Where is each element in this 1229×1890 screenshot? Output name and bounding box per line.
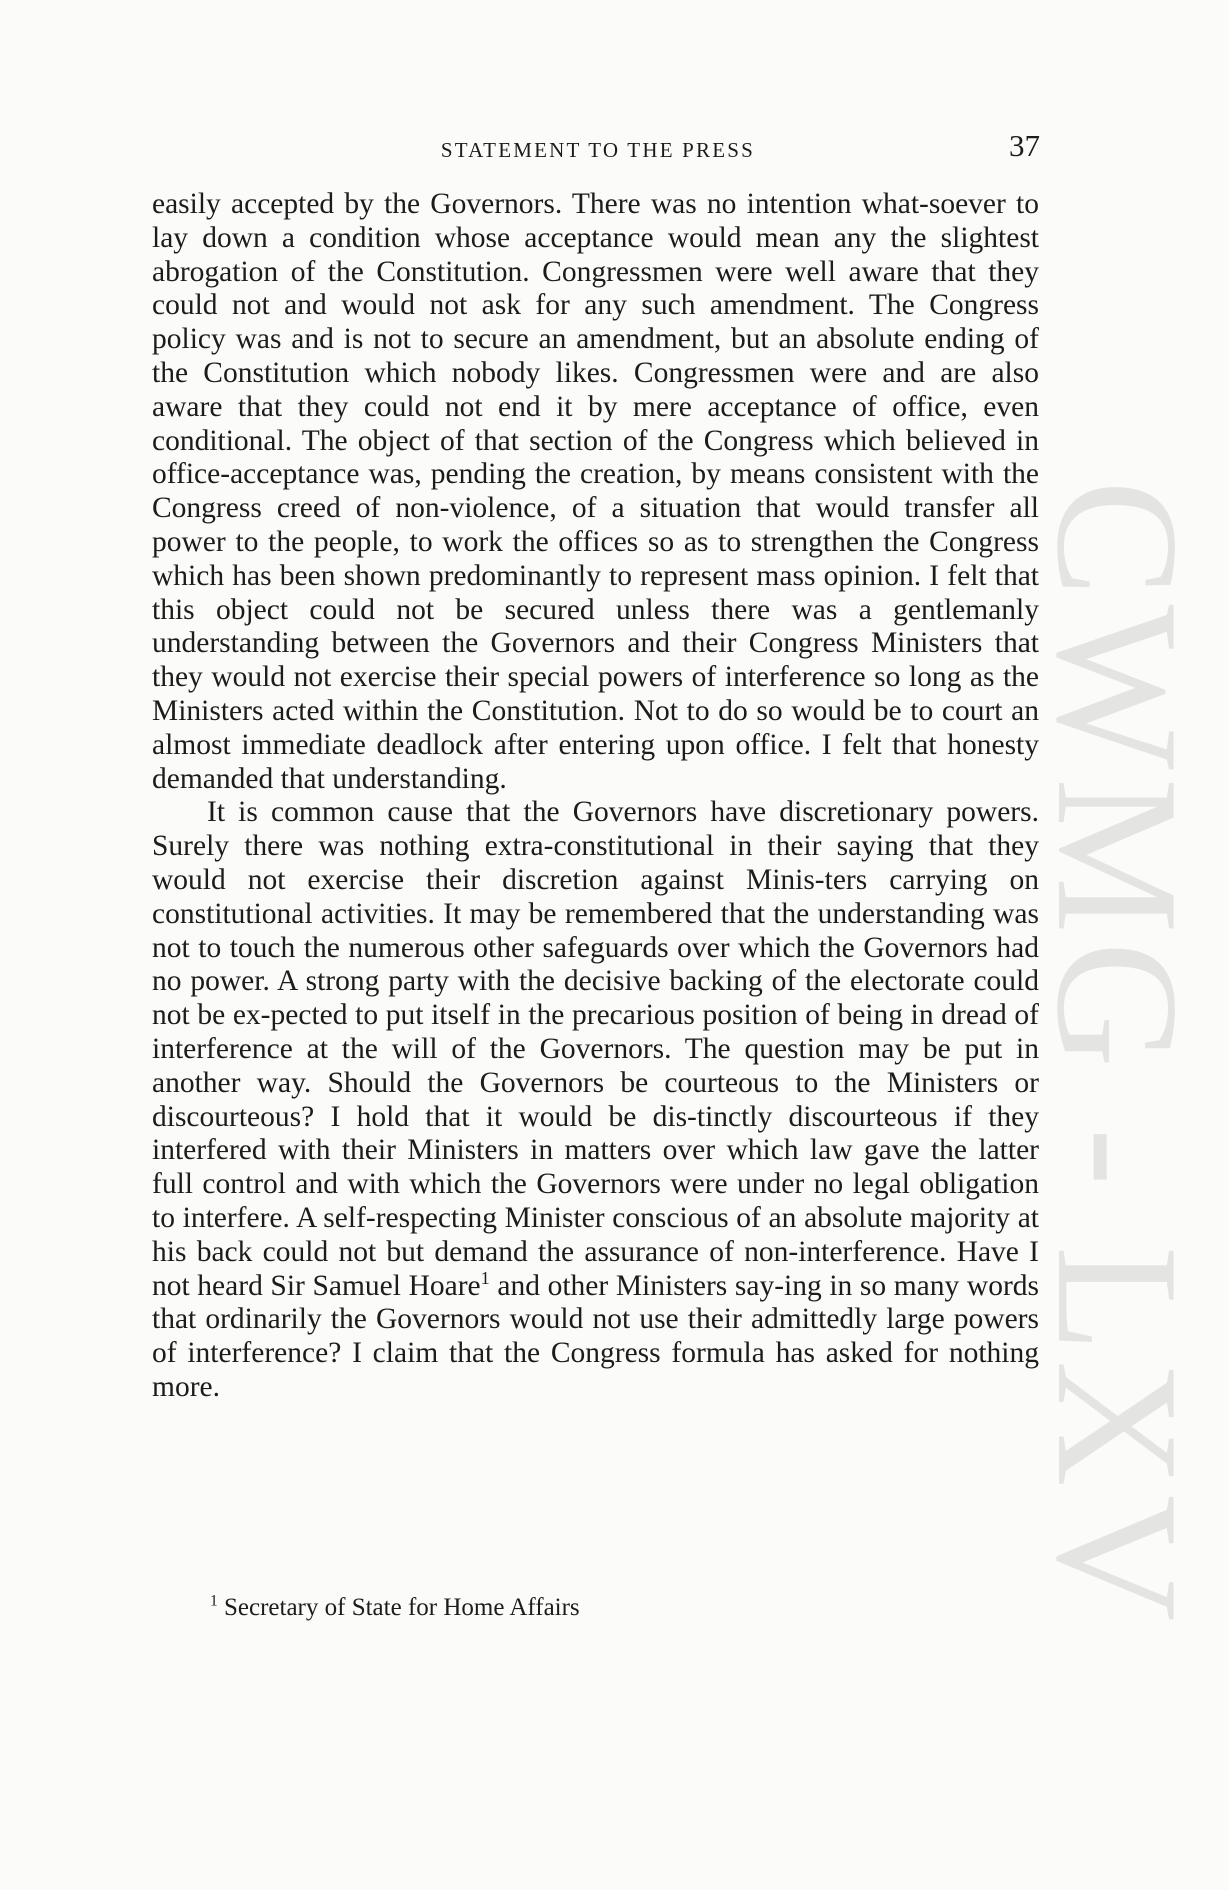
- page-number: 37: [1009, 128, 1040, 163]
- running-head: STATEMENT TO THE PRESS: [440, 138, 756, 162]
- footnote-text: Secretary of State for Home Affairs: [224, 1594, 580, 1621]
- footnote: [210, 1594, 580, 1622]
- footnote-mark: 1: [210, 1592, 218, 1610]
- paragraph-1: easily accepted by the Governors. There was no intention what-soever to lay down a condition whose acceptance would mean any the slightest abrogation of the Constitution. Congressmen were well aware that they could not and would not ask for any such amendment. The Congress policy was and is not to secure an amendment, but an absolute ending of the Constitution which nobody likes. Congressmen were and are also aware that they could not end it by mere acceptance of office, even conditional. The object of that section of the Congress which believed in office-acceptance was, pending the creation, by means consistent with the Congress creed of non-violence, of a situation that would transfer all power to the people, to work the offices so as to strengthen the Congress which has been shown predominantly to represent mass opinion. I felt that this object could not be secured unless there was a gentlemanly understanding between the Governors and their Congress Ministers that they would not exercise their special powers of interference so long as the Ministers acted within the Constitution. Not to do so would be to court an almost immediate deadlock after entering upon office. I felt that honesty demanded that understanding.: [152, 188, 1039, 795]
- page-header: [154, 128, 1042, 168]
- watermark: CWMG - LXV: [1021, 480, 1215, 1630]
- paragraph-2-part-2: and other Ministers say-ing in so many words that ordinarily the Governors would not use their admittedly large powers of interference? I claim that the Congress formula has asked for nothing more.: [152, 1269, 1039, 1403]
- footnote-reference: 1: [480, 1267, 490, 1288]
- paragraph-2: [152, 796, 1039, 1404]
- paragraph-2-part-1: It is common cause that the Governors have discretionary powers. Surely there was nothing extra-constitutional in their saying that they would not exercise their discretion against Minis-ters carrying on constitutional activities. It may be remembered that the understanding was not to touch the numerous other safeguards over which the Governors had no power. A strong party with the decisive backing of the electorate could not be ex-pected to put itself in the precarious position of being in dread of interference at the will of the Governors. The question may be put in another way. Should the Governors be courteous to the Ministers or discourteous? I hold that it would be dis-tinctly discourteous if they interfered with their Ministers in matters over which law gave the latter full control and with which the Governors were under no legal obligation to interfere. A self-respecting Minister conscious of an absolute majority at his back could not but demand the assurance of non-interference. Have I not heard Sir Samuel Hoare: [152, 796, 1039, 1302]
- body-text: [152, 188, 1039, 1405]
